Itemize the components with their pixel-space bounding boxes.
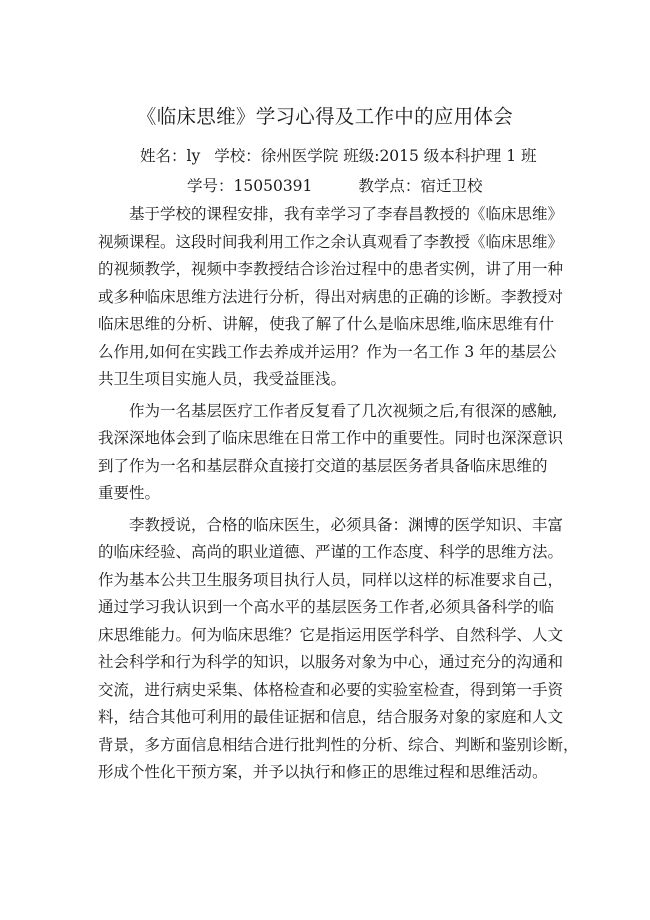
paragraph-line: 临床思维的分析、讲解，使我了解了什么是临床思维,临床思维有什 <box>98 315 554 333</box>
document-title: 《临床思维》学习心得及工作中的应用体会 <box>136 105 514 128</box>
name-value: ly <box>186 147 201 165</box>
teaching-site-label: 教学点： <box>358 177 421 195</box>
paragraph-line: 社会科学和行为科学的知识，以服务对象为中心，通过充分的沟通和 <box>98 653 564 671</box>
class-value: 2015 级本科护理 1 班 <box>379 147 537 165</box>
name-label: 姓名： <box>140 147 187 165</box>
paragraph-line: 的临床经验、高尚的职业道德、严谨的工作态度、科学的思维方法。 <box>98 543 564 561</box>
paragraph-line: 背景，多方面信息相结合进行批判性的分析、综合、判断和鉴别诊断， <box>98 735 579 754</box>
paragraph-line: 到了作为一名和基层群众直接打交道的基层医务者具备临床思维的 <box>98 456 548 475</box>
paragraph-line: 通过学习我认识到一个高水平的基层医务工作者,必须具备科学的临 <box>98 598 554 616</box>
paragraph-line: 我深深地体会到了临床思维在日常工作中的重要性。同时也深深意识 <box>98 429 564 447</box>
paragraph-line: 重要性。 <box>98 484 161 502</box>
teaching-site-value: 宿迁卫校 <box>420 177 483 195</box>
paragraph-line: 交流，进行病史采集、体格检查和必要的实验室检查，得到第一手资 <box>98 680 564 699</box>
paragraph-line: 共卫生项目实施人员，我受益匪浅。 <box>98 370 347 388</box>
paragraph-line: 形成个性化干预方案，并予以执行和修正的思维过程和思维活动。 <box>98 763 548 781</box>
document-body <box>98 201 579 787</box>
paragraph-3 <box>98 512 579 787</box>
school-label: 学校： <box>214 147 261 165</box>
school-value: 徐州医学院 <box>260 147 339 165</box>
paragraph-line: 作为一名基层医疗工作者反复看了几次视频之后,有很深的感触, <box>129 401 558 420</box>
paragraph-2 <box>98 398 564 508</box>
paragraph-line: 料，结合其他可利用的最佳证据和信息，结合服务对象的家庭和人文 <box>98 708 564 726</box>
paragraph-line: 床思维能力。何为临床思维？它是指运用医学科学、自然科学、人文 <box>98 625 564 644</box>
paragraph-1 <box>98 201 564 394</box>
paragraph-line: 的视频教学，视频中李教授结合诊治过程中的患者实例，讲了用一种 <box>98 260 564 278</box>
student-id-value: 15050391 <box>233 177 313 195</box>
paragraph-line: 作为基本公共卫生服务项目执行人员，同样以这样的标准要求自己， <box>98 570 564 589</box>
student-info-line-2 <box>187 174 482 198</box>
student-info-line-1 <box>140 144 537 168</box>
paragraph-line: 基于学校的课程安排，我有幸学习了李春昌教授的《临床思维》 <box>129 205 564 223</box>
paragraph-line: 李教授说，合格的临床医生，必须具备：渊博的医学知识、丰富 <box>129 515 564 534</box>
paragraph-line: 或多种临床思维方法进行分析，得出对病患的正确的诊断。李教授对 <box>98 287 564 306</box>
paragraph-line: 视频课程。这段时间我利用工作之余认真观看了李教授《临床思维》 <box>98 232 564 251</box>
student-id-label: 学号： <box>187 177 234 195</box>
class-label: 班级: <box>343 147 380 165</box>
paragraph-line: 么作用,如何在实践工作去养成并运用？作为一名工作 3 年的基层公 <box>98 342 557 361</box>
